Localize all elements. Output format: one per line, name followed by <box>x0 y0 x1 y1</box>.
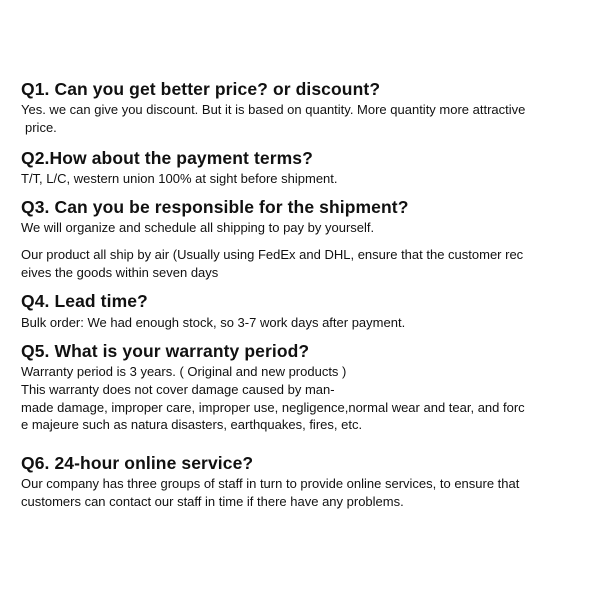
faq-answer-6-line-1: Our company has three groups of staff in turn to provide online services, to ensure that <box>21 476 520 491</box>
faq-question-6: Q6. 24-hour online service? <box>21 453 254 473</box>
faq-question-1: Q1. Can you get better price? or discount? <box>21 79 381 99</box>
faq-answer-3-line-3: eives the goods within seven days <box>21 265 219 280</box>
faq-answer-5-line-2: This warranty does not cover damage caused by man- <box>21 382 335 397</box>
faq-answer-2-line-1: T/T, L/C, western union 100% at sight before shipment. <box>21 171 338 186</box>
faq-answer-1-line-1: Yes. we can give you discount. But it is based on quantity. More quantity more attractive <box>21 102 526 117</box>
faq-question-4: Q4. Lead time? <box>21 291 148 311</box>
faq-answer-5-line-3: made damage, improper care, improper use, negligence,normal wear and tear, and forc <box>21 400 525 415</box>
faq-answer-5-line-4: e majeure such as natura disasters, earthquakes, fires, etc. <box>21 417 363 432</box>
faq-answer-3-line-1: We will organize and schedule all shipping to pay by yourself. <box>21 220 375 235</box>
faq-answer-6-line-2: customers can contact our staff in time if there have any problems. <box>21 494 404 509</box>
faq-question-2: Q2.How about the payment terms? <box>21 148 313 168</box>
faq-answer-3-line-2: Our product all ship by air (Usually using FedEx and DHL, ensure that the customer rec <box>21 247 524 262</box>
faq-answer-1-line-2: price. <box>25 120 57 135</box>
faq-question-3: Q3. Can you be responsible for the shipment? <box>21 197 409 217</box>
faq-answer-5-line-1: Warranty period is 3 years. ( Original and new products ) <box>21 364 347 379</box>
faq-question-5: Q5. What is your warranty period? <box>21 341 310 361</box>
faq-answer-4-line-1: Bulk order: We had enough stock, so 3-7 work days after payment. <box>21 315 406 330</box>
